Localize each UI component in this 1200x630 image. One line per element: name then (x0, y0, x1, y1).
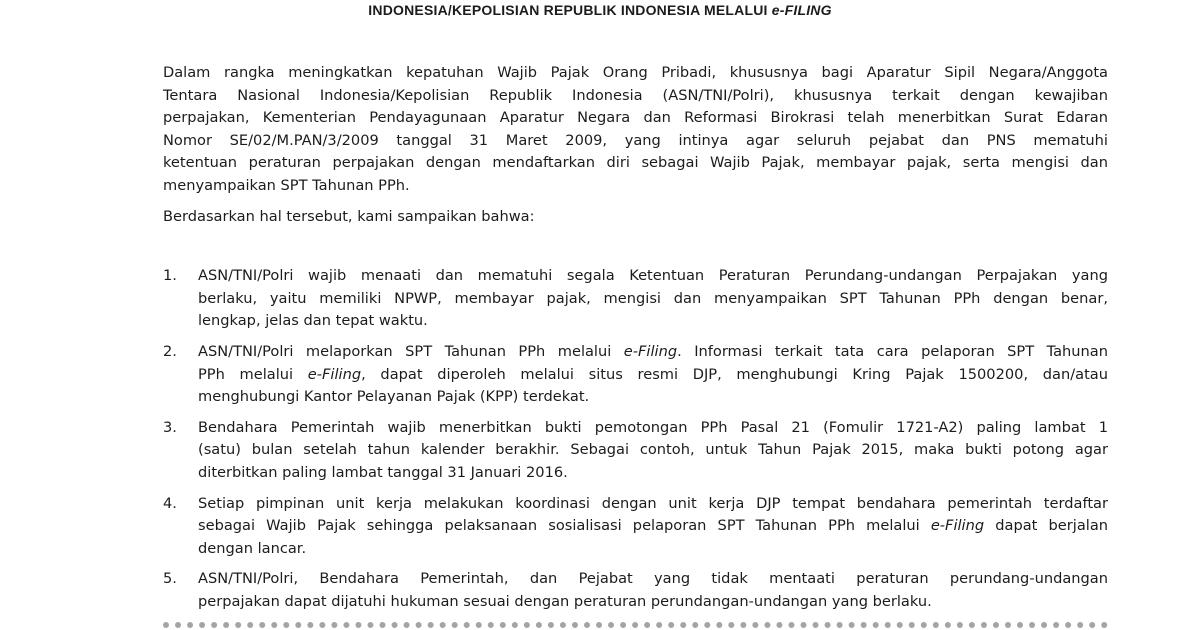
paragraph-line: Tentara Nasional Indonesia/Kepolisian Republik Indonesia (ASN/TNI/Polri), khususnya terkait dengan kewajiban (163, 86, 1108, 104)
item-line (198, 341, 1108, 364)
e-filing-term: e-Filing (930, 517, 985, 535)
paragraph-line: perpajakan, Kementerian Pendayagunaan Aparatur Negara dan Reformasi Birokrasi telah menerbitkan Surat Edaran (163, 109, 1108, 127)
document-title-text: INDONESIA/KEPOLISIAN REPUBLIK INDONESIA MELALUI (368, 2, 772, 18)
item-line: ASN/TNI/Polri, Bendahara Pemerintah, dan Pejabat yang tidak mentaati peraturan perundang-undangan (198, 570, 1108, 588)
list-number: 4. (163, 494, 177, 512)
intro-sentence: Berdasarkan hal tersebut, kami sampaikan bahwa: (163, 207, 535, 225)
item-line: perpajakan dapat dijatuhi hukuman sesuai dengan peraturan perundangan-undangan yang berlaku. (198, 592, 932, 610)
paragraph-line: ketentuan peraturan perpajakan dengan mendaftarkan diri sebagai Wajib Pajak, membayar pajak, serta mengisi dan (163, 154, 1108, 172)
e-filing-term: e-Filing (307, 365, 362, 383)
item-line: dengan lancar. (198, 539, 307, 557)
item-line: berlaku, yaitu memiliki NPWP, membayar pajak, mengisi dan menyampaikan SPT Tahunan PPh dengan benar, (198, 289, 1108, 307)
cut-off-text-fragment (163, 622, 1108, 630)
item-line: lengkap, jelas dan tepat waktu. (198, 312, 428, 330)
list-number: 5. (163, 570, 177, 588)
list-number: 2. (163, 342, 177, 360)
document-body (163, 62, 1108, 621)
e-filing-term: e-Filing (623, 342, 678, 360)
item-text: . Informasi terkait tata cara pelaporan SPT Tahunan (677, 342, 1108, 360)
list-item (163, 493, 1108, 561)
item-line (198, 364, 1108, 387)
item-line: (satu) bulan setelah tahun kalender berakhir. Sebagai contoh, untuk Tahun Pajak 2015, maka bukti potong agar (198, 441, 1108, 459)
list-item (163, 341, 1108, 409)
points-list (163, 265, 1108, 613)
opening-paragraph (163, 62, 1108, 198)
document-title (0, 2, 1200, 18)
item-line: diterbitkan paling lambat tanggal 31 Januari 2016. (198, 463, 568, 481)
item-text: dapat berjalan (984, 517, 1109, 535)
item-text: sebagai Wajib Pajak sehingga pelaksanaan sosialisasi pelaporan SPT Tahunan PPh melalui (198, 517, 931, 535)
paragraph-line: Dalam rangka meningkatkan kepatuhan Wajib Pajak Orang Pribadi, khususnya bagi Aparatur Sipil Negara/Anggota (163, 64, 1108, 81)
document-title-emphasis: e-FILING (771, 2, 832, 18)
list-item (163, 265, 1108, 333)
item-text: ASN/TNI/Polri melaporkan SPT Tahunan PPh melalui (198, 342, 624, 360)
item-line: Bendahara Pemerintah wajib menerbitkan bukti pemotongan PPh Pasal 21 (Fomulir 1721-A2) paling lambat 1 (198, 418, 1108, 436)
list-item (163, 417, 1108, 485)
list-number: 3. (163, 418, 177, 436)
item-text: , dapat diperoleh melalui situs resmi DJP, menghubungi Kring Pajak 1500200, dan/atau (361, 365, 1108, 383)
item-text: PPh melalui (198, 365, 308, 383)
cut-off-next-line (163, 622, 1108, 630)
paragraph-line: Nomor SE/02/M.PAN/3/2009 tanggal 31 Maret 2009, yang intinya agar seluruh pejabat dan PNS mematuhi (163, 131, 1108, 149)
paragraph-line: menyampaikan SPT Tahunan PPh. (163, 176, 410, 194)
item-line: menghubungi Kantor Pelayanan Pajak (KPP) terdekat. (198, 388, 590, 406)
item-line: Setiap pimpinan unit kerja melakukan koordinasi dengan unit kerja DJP tempat bendahara pemerintah terdaftar (198, 494, 1108, 512)
item-line (198, 515, 1108, 538)
item-line: ASN/TNI/Polri wajib menaati dan mematuhi segala Ketentuan Peraturan Perundang-undangan Perpajakan yang (198, 267, 1108, 285)
list-item (163, 568, 1108, 613)
list-number: 1. (163, 267, 177, 285)
